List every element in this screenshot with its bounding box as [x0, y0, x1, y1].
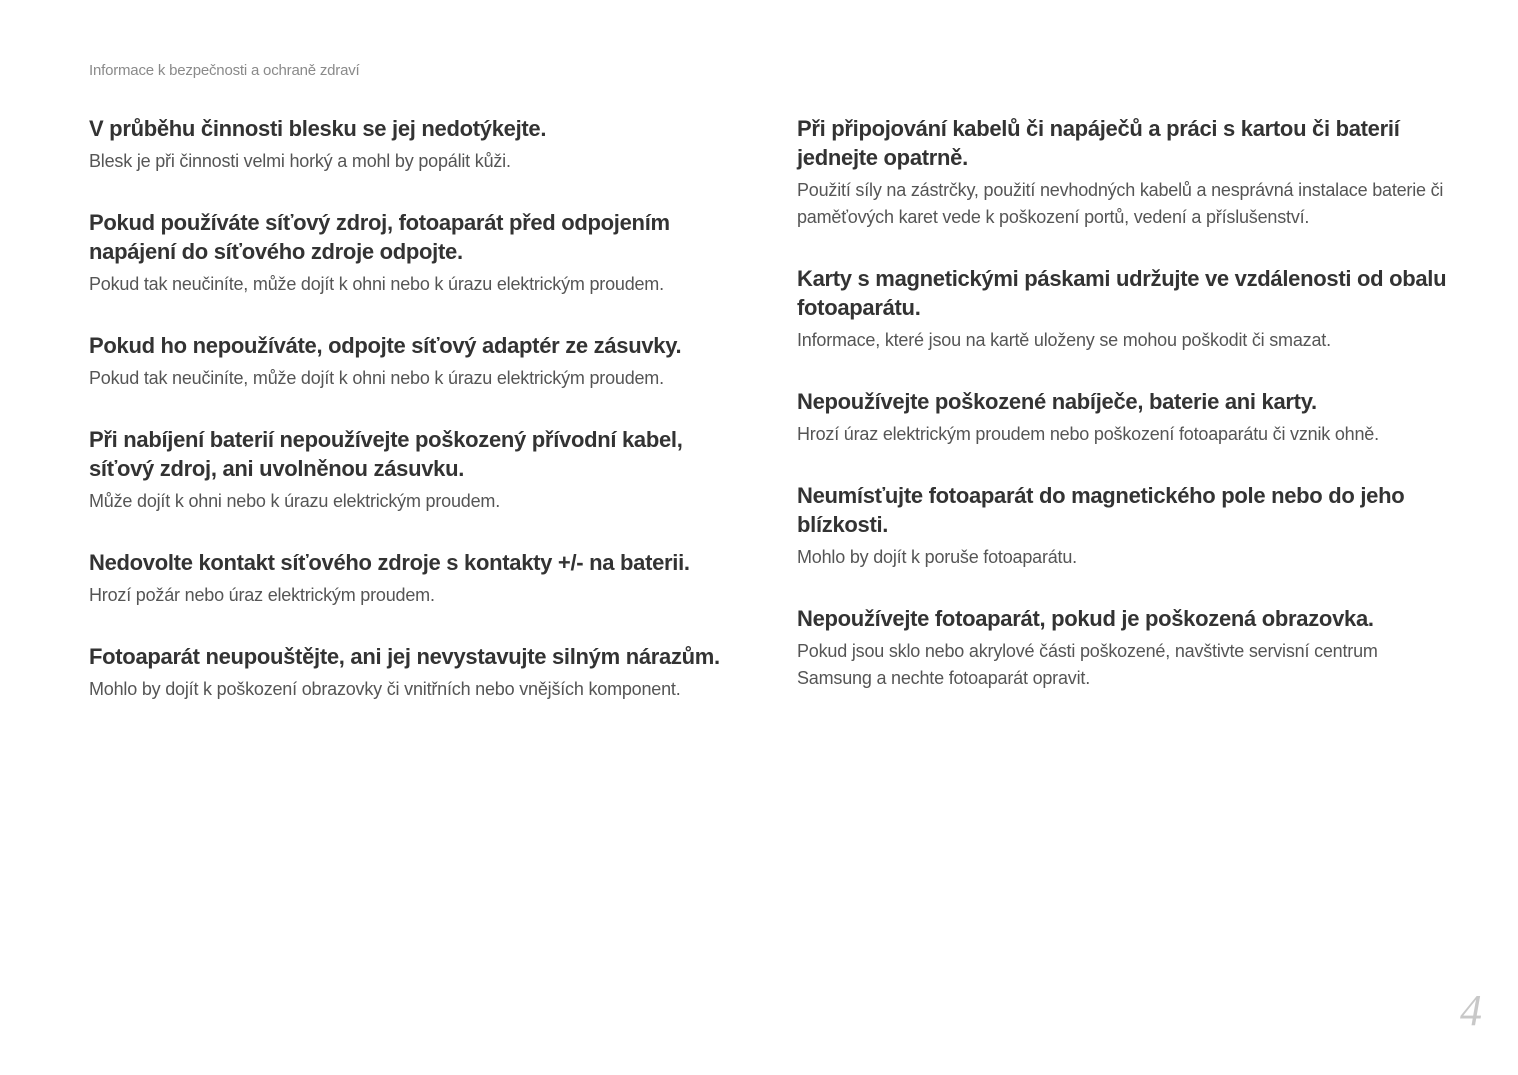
left-column: [89, 114, 749, 736]
section-body: Informace, které jsou na kartě uloženy se mohou poškodit či smazat.: [797, 330, 1331, 350]
section-body: Použití síly na zástrčky, použití nevhodných kabelů a nesprávná instalace baterie či paměťových karet vede k poškození portů, vedení a příslušenství.: [797, 180, 1444, 227]
safety-section: [89, 548, 749, 609]
running-header: Informace k bezpečnosti a ochraně zdraví: [89, 62, 360, 79]
safety-section: [797, 264, 1457, 354]
safety-section: [89, 425, 749, 515]
page-number: 4: [1460, 986, 1482, 1035]
safety-section: [797, 387, 1457, 448]
section-title: Pokud používáte síťový zdroj, fotoaparát před odpojením napájení do síťového zdroje odpojte.: [89, 210, 670, 264]
safety-section: [797, 604, 1457, 692]
safety-section: [797, 114, 1457, 231]
section-title: Pokud ho nepoužíváte, odpojte síťový adaptér ze zásuvky.: [89, 333, 682, 358]
section-body: Hrozí požár nebo úraz elektrickým proudem.: [89, 585, 435, 605]
section-title: Nepoužívejte poškozené nabíječe, baterie ani karty.: [797, 389, 1317, 414]
section-body: Může dojít k ohni nebo k úrazu elektrickým proudem.: [89, 491, 500, 511]
safety-section: [89, 642, 749, 703]
safety-section: [797, 481, 1457, 571]
section-body: Mohlo by dojít k poruše fotoaparátu.: [797, 547, 1077, 567]
section-body: Mohlo by dojít k poškození obrazovky či vnitřních nebo vnějších komponent.: [89, 679, 681, 699]
safety-section: [89, 208, 749, 298]
section-title: V průběhu činnosti blesku se jej nedotýkejte.: [89, 116, 547, 141]
section-title: Fotoaparát neupouštějte, ani jej nevystavujte silným nárazům.: [89, 644, 720, 669]
section-body: Pokud tak neučiníte, může dojít k ohni nebo k úrazu elektrickým proudem.: [89, 274, 664, 294]
section-title: Při nabíjení baterií nepoužívejte poškozený přívodní kabel, síťový zdroj, ani uvolněnou zásuvku.: [89, 427, 683, 481]
section-body: Hrozí úraz elektrickým proudem nebo poškození fotoaparátu či vznik ohně.: [797, 424, 1379, 444]
section-body: Pokud tak neučiníte, může dojít k ohni nebo k úrazu elektrickým proudem.: [89, 368, 664, 388]
safety-section: [89, 331, 749, 392]
section-body: Blesk je při činnosti velmi horký a mohl by popálit kůži.: [89, 151, 511, 171]
section-title: Nedovolte kontakt síťového zdroje s kontakty +/- na baterii.: [89, 550, 690, 575]
section-title: Neumísťujte fotoaparát do magnetického pole nebo do jeho blízkosti.: [797, 483, 1405, 537]
section-title: Při připojování kabelů či napáječů a práci s kartou či baterií jednejte opatrně.: [797, 116, 1400, 170]
safety-section: [89, 114, 749, 175]
right-column: [797, 114, 1457, 725]
section-title: Karty s magnetickými páskami udržujte ve vzdálenosti od obalu fotoaparátu.: [797, 266, 1447, 320]
section-title: Nepoužívejte fotoaparát, pokud je poškozená obrazovka.: [797, 606, 1374, 631]
section-body: Pokud jsou sklo nebo akrylové části poškozené, navštivte servisní centrum Samsung a nechte fotoaparát opravit.: [797, 641, 1378, 688]
